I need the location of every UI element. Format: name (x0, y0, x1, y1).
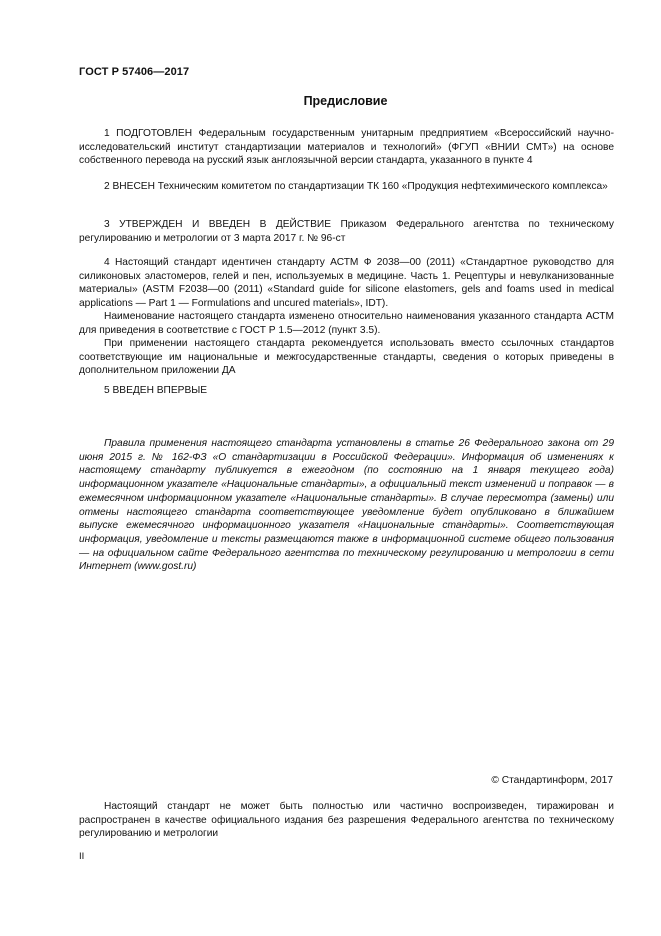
paragraph-name-changed: Наименование настоящего стандарта изменено относительно наименования указанного стандарта АСТМ для приведения в соответствие с ГОСТ Р 1.5—2012 (пункт 3.5). (79, 311, 614, 336)
paragraph-first-introduced: 5 ВВЕДЕН ВПЕРВЫЕ (104, 385, 208, 396)
paragraph-introduced: 2 ВНЕСЕН Техническим комитетом по стандартизации ТК 160 «Продукция нефтехимического комплекса» (104, 181, 608, 192)
paragraph-approved: 3 УТВЕРЖДЕН И ВВЕДЕН В ДЕЙСТВИЕ Приказом Федерального агентства по техническому регулированию и метрологии от 3 марта 2017 г. № 96-ст (79, 219, 614, 244)
document-id: ГОСТ Р 57406—2017 (79, 66, 190, 78)
page-number: II (79, 851, 85, 862)
paragraph-identical-standard: 4 Настоящий стандарт идентичен стандарту АСТМ Ф 2038—00 (2011) «Стандартное руководство для силиконовых эластомеров, гелей и пен, используемых в медицине. Часть 1. Рецептуры и невулканизованные материалы» (ASTM F2038—00 (2011) «Standard guide for silicone elastomers, gels and foams used in medical applications — Part 1 — Formulations and uncured materials», IDT). (79, 257, 614, 310)
notice-paragraph: Правила применения настоящего стандарта установлены в статье 26 Федерального закона от 29 июня 2015 г. № 162-ФЗ «О стандартизации в Российской Федерации». Информация об изменениях к настоящему стандарту публикуется в ежегодном (по состоянию на 1 января текущего года) информационном указателе «Национальные стандарты», а официальный текст изменений и поправок — в ежемесячном информационном указателе «Национальные стандарты». В случае пересмотра (замены) или отмены настоящего стандарта соответствующее уведомление будет опубликовано в ближайшем выпуске ежемесячного информационного указателя «Национальные стандарты». Соответствующая информация, уведомление и тексты размещаются также в информационной системе общего пользования — на официальном сайте Федерального агентства по техническому регулированию и метрологии в сети Интернет (www.gost.ru) (79, 438, 614, 573)
paragraph-prepared: 1 ПОДГОТОВЛЕН Федеральным государственным унитарным предприятием «Всероссийский научно-исследовательский институт стандартизации материалов и технологий» (ФГУП «ВНИИ СМТ») на основе собственного перевода на русский язык англоязычной версии стандарта, указанного в пункте 4 (79, 128, 614, 167)
page-title: Предисловие (303, 94, 388, 108)
rights-paragraph: Настоящий стандарт не может быть полностью или частично воспроизведен, тиражирован и распространен в качестве официального издания без разрешения Федерального агентства по техническому регулированию и метрологии (79, 801, 614, 840)
paragraph-references: При применении настоящего стандарта рекомендуется использовать вместо ссылочных стандартов соответствующие им национальные и межгосударственные стандарты, сведения о которых приведены в дополнительном приложении ДА (79, 338, 614, 377)
copyright-notice: © Стандартинформ, 2017 (491, 775, 613, 786)
